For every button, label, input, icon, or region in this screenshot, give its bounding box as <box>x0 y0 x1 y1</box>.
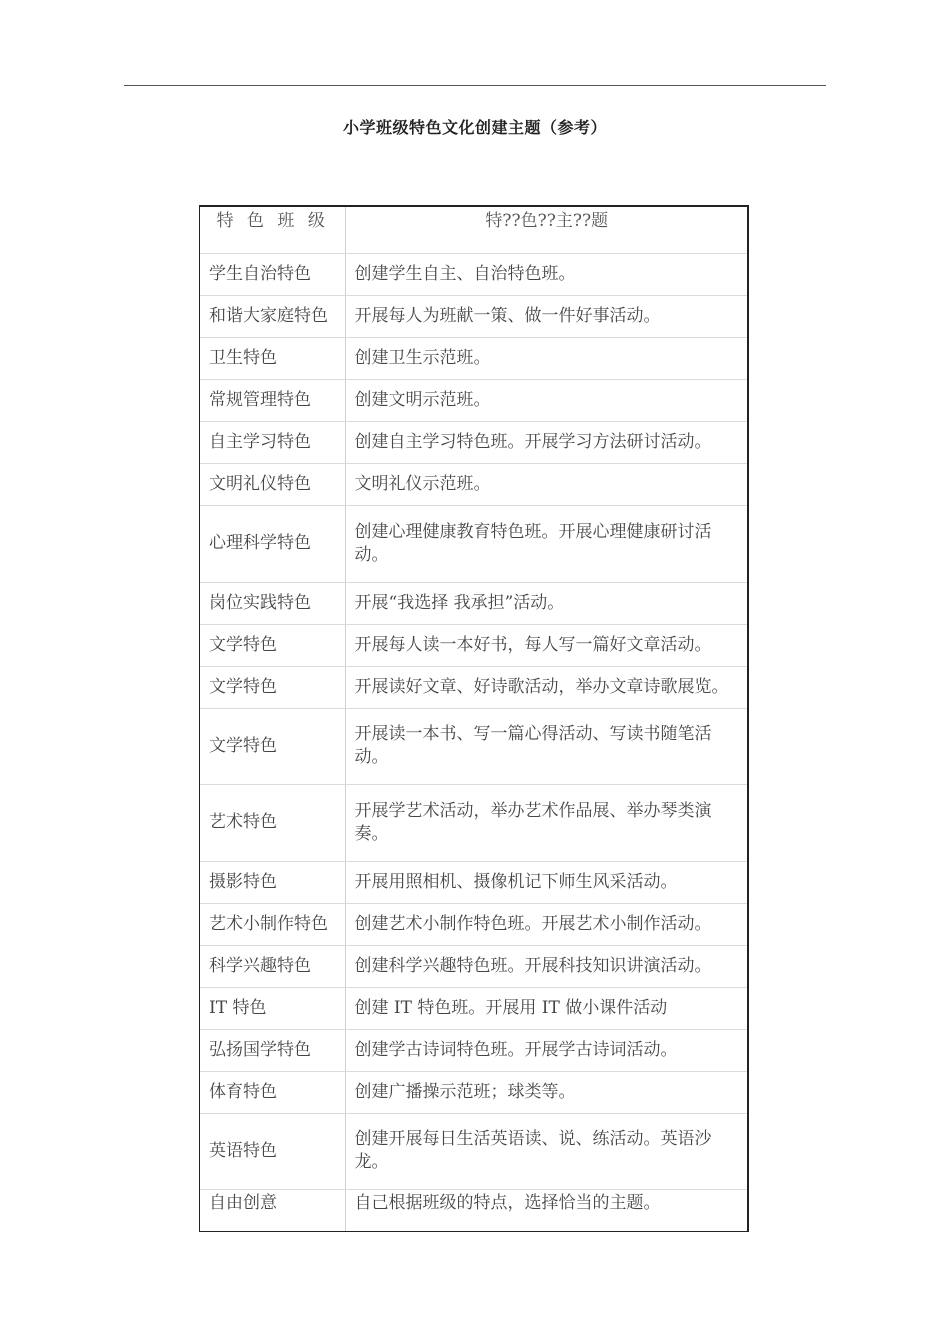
header-category: 特 色 班 级 <box>200 207 345 254</box>
table-row <box>200 987 747 1029</box>
row-theme: 创建广播操示范班；球类等。 <box>345 1071 747 1113</box>
table-row <box>200 296 747 338</box>
row-theme: 文明礼仪示范班。 <box>345 464 747 506</box>
row-theme: 创建艺术小制作特色班。开展艺术小制作活动。 <box>345 903 747 945</box>
row-category: 文学特色 <box>200 666 345 708</box>
table-row <box>200 582 747 624</box>
table-row <box>200 1113 747 1190</box>
row-category: 和谐大家庭特色 <box>200 296 345 338</box>
row-theme: 创建卫生示范班。 <box>345 338 747 380</box>
header-theme: 特??色??主??题 <box>345 207 747 254</box>
table-row <box>200 338 747 380</box>
row-theme: 开展“我选择 我承担”活动。 <box>345 582 747 624</box>
row-theme: 创建文明示范班。 <box>345 380 747 422</box>
row-category: 学生自治特色 <box>200 254 345 296</box>
row-theme: 创建开展每日生活英语读、说、练活动。英语沙龙。 <box>345 1113 747 1190</box>
table-row <box>200 785 747 862</box>
row-theme: 开展读一本书、写一篇心得活动、写读书随笔活动。 <box>345 708 747 785</box>
row-category: 自由创意 <box>200 1190 345 1231</box>
table-row <box>200 903 747 945</box>
row-category: 文学特色 <box>200 624 345 666</box>
table-row <box>200 624 747 666</box>
row-theme: 开展学艺术活动，举办艺术作品展、举办琴类演奏。 <box>345 785 747 862</box>
row-category: 艺术小制作特色 <box>200 903 345 945</box>
table-row <box>200 254 747 296</box>
row-theme: 开展读好文章、好诗歌活动，举办文章诗歌展览。 <box>345 666 747 708</box>
row-category: 体育特色 <box>200 1071 345 1113</box>
table-row <box>200 380 747 422</box>
row-category: IT 特色 <box>200 987 345 1029</box>
row-theme: 创建学古诗词特色班。开展学古诗词活动。 <box>345 1029 747 1071</box>
table-row <box>200 1071 747 1113</box>
row-theme: 创建学生自主、自治特色班。 <box>345 254 747 296</box>
row-theme: 创建 IT 特色班。开展用 IT 做小课件活动 <box>345 987 747 1029</box>
row-theme: 自己根据班级的特点，选择恰当的主题。 <box>354 1193 661 1214</box>
row-theme: 创建自主学习特色班。开展学习方法研讨活动。 <box>345 422 747 464</box>
row-category: 卫生特色 <box>200 338 345 380</box>
row-theme: 创建科学兴趣特色班。开展科技知识讲演活动。 <box>345 945 747 987</box>
table-row <box>200 861 747 903</box>
row-category: 弘扬国学特色 <box>200 1029 345 1071</box>
row-category: 心理科学特色 <box>200 506 345 583</box>
row-category: 摄影特色 <box>200 861 345 903</box>
table-row <box>200 945 747 987</box>
row-category: 岗位实践特色 <box>200 582 345 624</box>
table-header-row <box>200 207 747 254</box>
table-row <box>200 666 747 708</box>
theme-table <box>200 207 747 1231</box>
table-row <box>200 464 747 506</box>
header-rule <box>124 85 826 86</box>
row-theme: 开展每人为班献一策、做一件好事活动。 <box>345 296 747 338</box>
row-category: 英语特色 <box>200 1113 345 1190</box>
table-row <box>200 422 747 464</box>
row-category: 艺术特色 <box>200 785 345 862</box>
row-theme: 创建心理健康教育特色班。开展心理健康研讨活动。 <box>345 506 747 583</box>
document-title: 小学班级特色文化创建主题（参考） <box>342 118 607 137</box>
row-category: 自主学习特色 <box>200 422 345 464</box>
row-category: 文明礼仪特色 <box>200 464 345 506</box>
row-theme: 开展用照相机、摄像机记下师生风采活动。 <box>345 861 747 903</box>
row-theme: 开展每人读一本好书，每人写一篇好文章活动。 <box>345 624 747 666</box>
row-category: 常规管理特色 <box>200 380 345 422</box>
table-row <box>200 1190 747 1231</box>
table-row <box>200 506 747 583</box>
table-row <box>200 1029 747 1071</box>
theme-table-container <box>199 205 749 1232</box>
row-category: 文学特色 <box>200 708 345 785</box>
row-category: 科学兴趣特色 <box>200 945 345 987</box>
table-row <box>200 708 747 785</box>
